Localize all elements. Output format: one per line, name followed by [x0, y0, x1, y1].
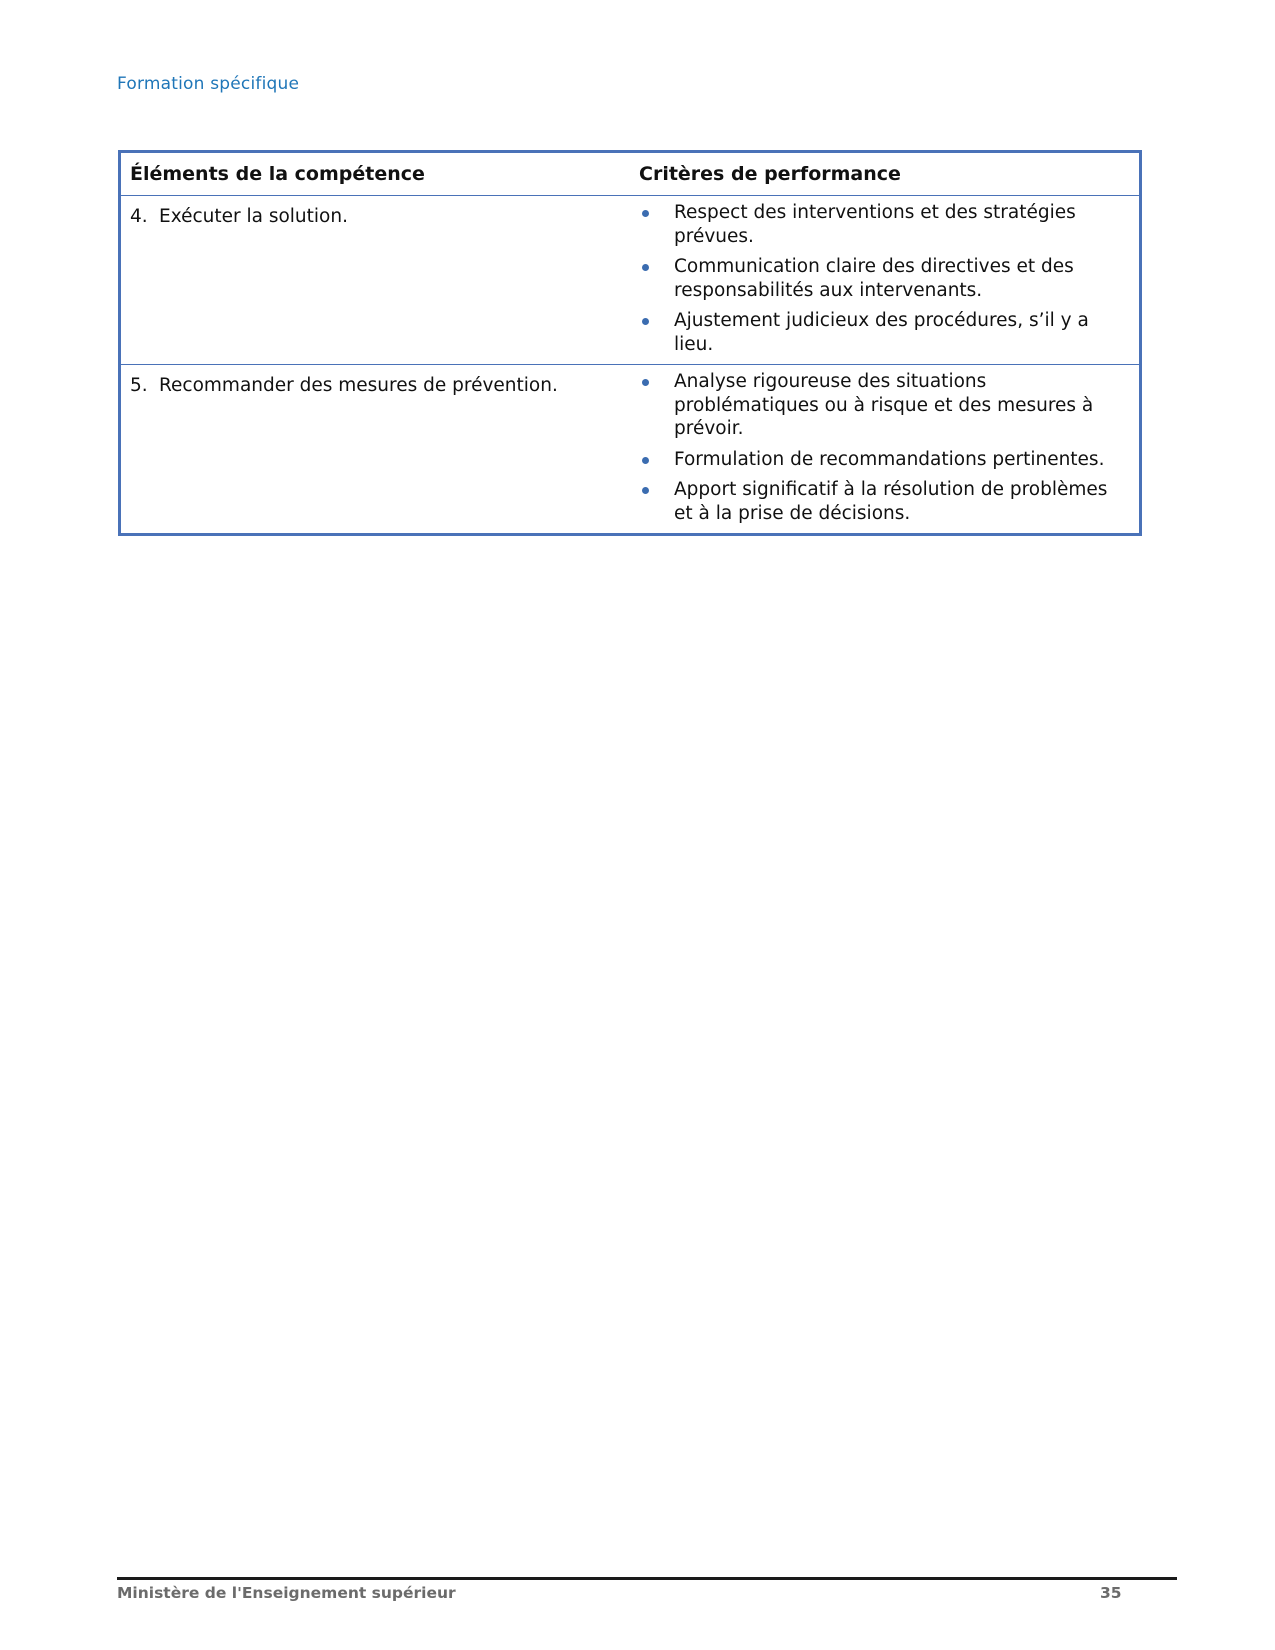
criteria-text: Communication claire des directives et des responsabilités aux intervenants. — [674, 256, 1074, 301]
criteria-list — [639, 201, 1129, 356]
column-header-criteria: Critères de performance — [632, 152, 1141, 196]
running-header-title: Formation spécifique — [117, 74, 300, 94]
element-cell — [120, 196, 633, 365]
bullet-icon — [642, 457, 649, 464]
criteria-text: Analyse rigoureuse des situations problématiques ou à risque et des mesures à prévoir. — [674, 371, 1094, 439]
table-row — [120, 365, 1141, 535]
criteria-item — [639, 478, 1129, 525]
criteria-item — [639, 370, 1129, 441]
element-text: Exécuter la solution. — [159, 206, 348, 227]
criteria-item — [639, 448, 1129, 472]
criteria-cell — [632, 196, 1141, 365]
criteria-item — [639, 309, 1129, 356]
criteria-list — [639, 370, 1129, 525]
element-text: Recommander des mesures de prévention. — [159, 375, 558, 396]
bullet-icon — [642, 379, 649, 386]
criteria-cell — [632, 365, 1141, 535]
element-number: 4. — [130, 206, 148, 227]
element-cell — [120, 365, 633, 535]
criteria-text: Ajustement judicieux des procédures, s’il y a lieu. — [674, 310, 1089, 355]
table-row — [120, 196, 1141, 365]
criteria-text: Respect des interventions et des stratégies prévues. — [674, 202, 1076, 247]
competence-table — [118, 150, 1142, 536]
element-number: 5. — [130, 375, 148, 396]
footer-divider — [117, 1577, 1177, 1580]
footer-ministry: Ministère de l'Enseignement supérieur — [117, 1584, 456, 1602]
bullet-icon — [642, 487, 649, 494]
criteria-item — [639, 255, 1129, 302]
criteria-text: Apport significatif à la résolution de problèmes et à la prise de décisions. — [674, 479, 1108, 524]
criteria-item — [639, 201, 1129, 248]
criteria-text: Formulation de recommandations pertinentes. — [674, 448, 1105, 470]
bullet-icon — [642, 264, 649, 271]
bullet-icon — [642, 210, 649, 217]
page-number: 35 — [1100, 1584, 1122, 1602]
bullet-icon — [642, 318, 649, 325]
table-header-row — [120, 152, 1141, 196]
column-header-elements: Éléments de la compétence — [120, 152, 633, 196]
